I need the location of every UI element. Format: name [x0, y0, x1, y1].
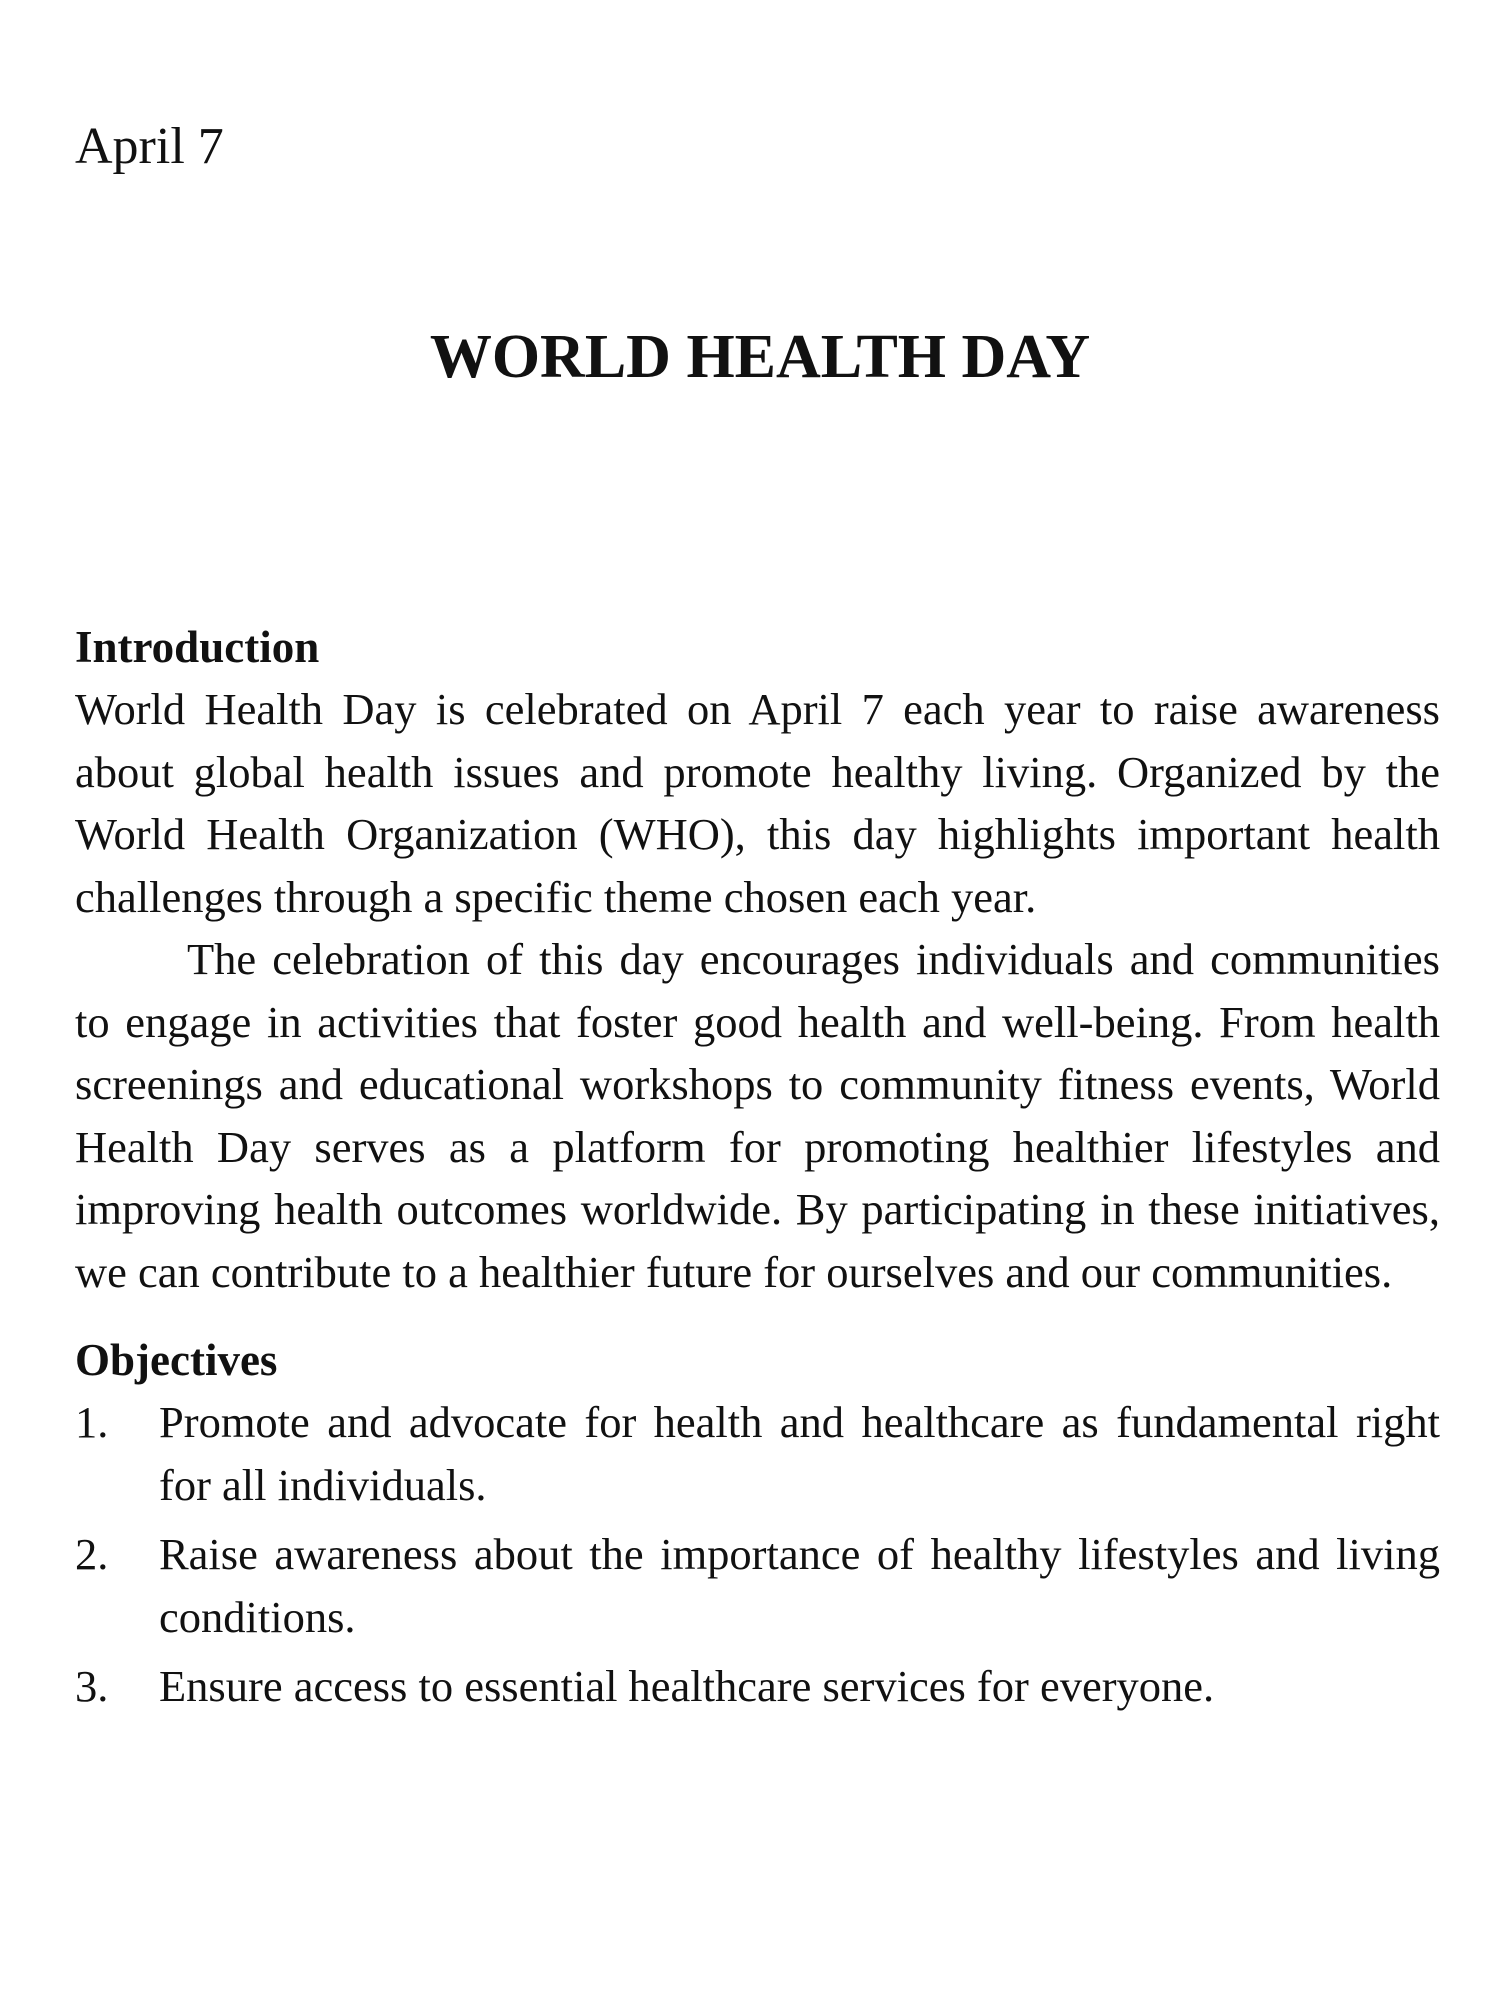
page-title: WORLD HEALTH DAY [429, 323, 1091, 391]
objective-item [75, 1391, 1440, 1516]
document-body [75, 616, 1440, 1725]
objective-item [75, 1523, 1440, 1648]
introduction-paragraph-2: The celebration of this day encourages individuals and communities to engage in activities that foster good health and well-being. From health screenings and educational workshops to community fitness events, World Health Day serves as a platform for promoting healthier lifestyles and improving health outcomes worldwide. By participating in these initiatives, we can contribute to a healthier future for ourselves and our communities. [75, 934, 1440, 1297]
objective-text: Raise awareness about the importance of healthy lifestyles and living conditions. [159, 1529, 1440, 1642]
objective-number: 3. [75, 1661, 109, 1711]
introduction-paragraph-1: World Health Day is celebrated on April 7 each year to raise awareness about global health issues and promote healthy living. Organized by the World Health Organization (WHO), this day highlights important health challenges through a specific theme chosen each year. [75, 684, 1440, 922]
objectives-heading: Objectives [75, 1335, 278, 1385]
objective-text: Promote and advocate for health and healthcare as fundamental right for all individuals. [159, 1397, 1440, 1510]
page-date: April 7 [75, 118, 224, 175]
objective-number: 1. [75, 1397, 109, 1447]
objective-number: 2. [75, 1529, 109, 1579]
objective-text: Ensure access to essential healthcare services for everyone. [159, 1661, 1215, 1711]
objective-item [75, 1655, 1440, 1718]
objectives-list [75, 1391, 1440, 1718]
introduction-heading: Introduction [75, 622, 320, 672]
